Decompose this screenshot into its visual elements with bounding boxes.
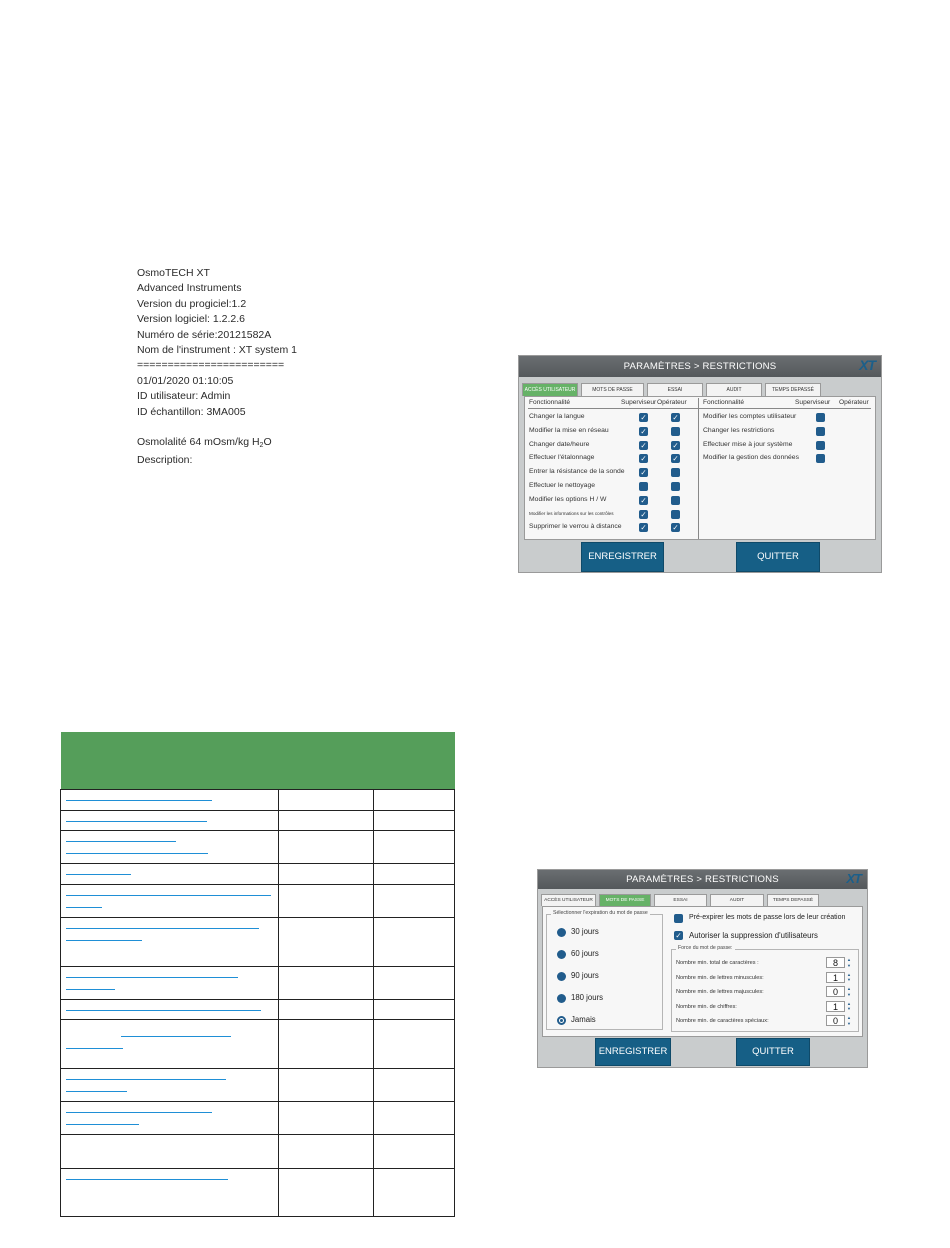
- strength-value-field[interactable]: 8: [826, 957, 845, 968]
- printout-line: ID échantillon: 3MA005: [137, 405, 246, 418]
- printout-line: 01/01/2020 01:10:05: [137, 374, 234, 387]
- supervisor-checkbox[interactable]: ✓: [640, 468, 647, 478]
- pre-expire-label: Pré-expirer les mots de passe lors de leur création: [689, 914, 846, 921]
- instrument-printout: [137, 266, 357, 469]
- tab-audit[interactable]: AUDIT: [706, 383, 762, 396]
- supervisor-checkbox[interactable]: ✓: [640, 426, 647, 436]
- table-row: [61, 1102, 455, 1135]
- table-cell: [279, 1169, 374, 1217]
- hyperlink[interactable]: [66, 846, 208, 854]
- feature-label: Changer date/heure: [529, 440, 590, 448]
- user-access-panel: [524, 396, 876, 540]
- feature-label: Modifier la mise en réseau: [529, 426, 609, 434]
- table-cell-link: [61, 864, 279, 885]
- supervisor-checkbox[interactable]: ✓: [640, 413, 647, 422]
- feature-label: Modifier les informations sur les contrôles: [529, 510, 614, 516]
- restrictions-user-access-screen: [518, 355, 882, 573]
- table-row: [61, 1169, 455, 1217]
- operator-checkbox[interactable]: ✓: [672, 440, 679, 450]
- printout-line: Version logiciel: 1.2.2.6: [137, 313, 245, 326]
- table-row: [61, 1069, 455, 1102]
- tab-audit[interactable]: AUDIT: [710, 894, 764, 906]
- expiry-radio-label: 60 jours: [571, 949, 599, 958]
- expiry-radio-label: 90 jours: [571, 971, 599, 980]
- operator-checkbox[interactable]: [671, 510, 680, 519]
- hyperlink[interactable]: [66, 900, 102, 908]
- supervisor-checkbox[interactable]: ✓: [640, 454, 647, 464]
- table-cell-link: [61, 1102, 279, 1135]
- operator-header-right: Opérateur: [839, 399, 869, 406]
- spinner-arrows-icon[interactable]: ▲ ▼: [847, 1015, 851, 1026]
- operator-checkbox[interactable]: ✓: [672, 413, 679, 422]
- table-cell-link: [61, 1020, 279, 1069]
- strength-label: Nombre min. total de caractères :: [676, 960, 759, 966]
- operator-checkbox[interactable]: [671, 468, 680, 477]
- hyperlink[interactable]: [66, 1072, 226, 1080]
- links-table: [60, 732, 455, 1217]
- supervisor-checkbox[interactable]: [816, 454, 825, 463]
- tab-acc-s-utilisateur[interactable]: ACCÈS UTILISATEUR: [522, 383, 578, 396]
- supervisor-checkbox[interactable]: ✓: [640, 440, 647, 450]
- table-row: [61, 1135, 455, 1169]
- printout-line: ID utilisateur: Admin: [137, 390, 231, 403]
- hyperlink[interactable]: [66, 1105, 212, 1113]
- tab-bar: [541, 894, 822, 906]
- expiry-radio-label: 180 jours: [571, 993, 604, 1002]
- strength-label: Nombre min. de chiffres:: [676, 1003, 737, 1010]
- tab-mots-de-passe[interactable]: MOTS DE PASSE: [581, 383, 644, 396]
- hyperlink[interactable]: [66, 867, 131, 875]
- expiry-radio[interactable]: [557, 950, 566, 959]
- restrictions-passwords-screen: [537, 869, 868, 1068]
- xt-logo: XT: [846, 871, 861, 886]
- table-body: [61, 790, 455, 1217]
- table-cell: [279, 918, 374, 967]
- printout-line: Advanced Instruments: [137, 282, 242, 295]
- tab-temps-depass-[interactable]: TEMPS DEPASSÉ: [767, 894, 819, 906]
- feature-header-right: Fonctionnalité: [703, 399, 745, 406]
- column-divider: [698, 398, 699, 539]
- table-cell: [279, 1102, 374, 1135]
- strength-label: Nombre min. de caractères spéciaux:: [676, 1018, 769, 1024]
- hyperlink[interactable]: [66, 1003, 261, 1011]
- hyperlink[interactable]: [66, 888, 271, 896]
- table-cell-link: [61, 790, 279, 811]
- strength-label: Nombre min. de lettres majuscules:: [676, 989, 764, 995]
- strength-label: Nombre min. de lettres minuscules:: [676, 974, 764, 981]
- allow-delete-checkbox[interactable]: ✓: [675, 931, 682, 940]
- table-cell-link: [61, 885, 279, 918]
- supervisor-header-left: Superviseur: [621, 399, 657, 406]
- hyperlink[interactable]: [66, 970, 238, 978]
- hyperlink[interactable]: [66, 834, 176, 842]
- xt-logo: XT: [859, 357, 875, 373]
- table-cell-link: [61, 831, 279, 864]
- quit-button[interactable]: QUITTER: [736, 1038, 810, 1066]
- table-cell: [279, 967, 374, 1000]
- table-row: [61, 885, 455, 918]
- feature-label: Effectuer mise à jour système: [703, 440, 793, 448]
- hyperlink[interactable]: [66, 921, 259, 929]
- hyperlink[interactable]: [66, 933, 142, 941]
- hyperlink[interactable]: [66, 982, 115, 990]
- table-cell: [374, 1169, 455, 1217]
- table-row: [61, 831, 455, 864]
- hyperlink[interactable]: [66, 1117, 139, 1125]
- table-cell: [374, 864, 455, 885]
- hyperlink[interactable]: [66, 1172, 228, 1180]
- osmolality-text: Osmolalité 64 mOsm/kg H: [137, 436, 260, 449]
- strength-value-field[interactable]: 0: [826, 1015, 845, 1026]
- operator-checkbox[interactable]: ✓: [672, 454, 679, 464]
- operator-checkbox[interactable]: [671, 496, 680, 505]
- hyperlink[interactable]: [66, 1084, 127, 1092]
- expiry-radio[interactable]: [557, 928, 566, 937]
- spinner-arrows-icon[interactable]: ▲ ▼: [847, 986, 851, 997]
- feature-header-left: Fonctionnalité: [529, 399, 571, 406]
- feature-label: Entrer la résistance de la sonde: [529, 468, 625, 476]
- table-cell: [374, 918, 455, 967]
- table-cell: [374, 1102, 455, 1135]
- expiry-radio-label: Jamais: [571, 1015, 596, 1024]
- header-divider: [528, 408, 871, 409]
- strength-value-field[interactable]: 1: [826, 1001, 845, 1012]
- table-cell: [279, 811, 374, 831]
- table-header-row: [61, 732, 455, 790]
- table-header: [61, 732, 455, 790]
- spinner-arrows-icon[interactable]: ▲ ▼: [847, 957, 851, 968]
- feature-label: Changer la langue: [529, 413, 585, 420]
- strength-value-field[interactable]: 0: [826, 986, 845, 997]
- hyperlink[interactable]: [66, 814, 207, 822]
- table-cell: [279, 864, 374, 885]
- tab-acc-s-utilisateur[interactable]: ACCÈS UTILISATEUR: [541, 894, 596, 906]
- table-cell: [374, 885, 455, 918]
- expiry-radio-label: 30 jours: [571, 927, 599, 936]
- hyperlink[interactable]: [66, 793, 212, 801]
- table-cell-link: [61, 918, 279, 967]
- table-cell-link: [61, 1169, 279, 1217]
- table-row: [61, 811, 455, 831]
- feature-label: Effectuer le nettoyage: [529, 482, 596, 489]
- table-cell: [279, 790, 374, 811]
- feature-label: Effectuer l'étalonnage: [529, 454, 595, 462]
- supervisor-checkbox[interactable]: [639, 482, 648, 491]
- quit-button[interactable]: QUITTER: [736, 542, 820, 572]
- operator-checkbox[interactable]: ✓: [672, 523, 679, 533]
- table-cell: [279, 885, 374, 918]
- feature-label: Modifier les options H / W: [529, 495, 607, 503]
- hyperlink[interactable]: [121, 1029, 231, 1037]
- osmolality-line: [137, 435, 357, 453]
- table-cell: [374, 1000, 455, 1020]
- expiry-radio[interactable]: [557, 972, 566, 981]
- passwords-panel: [542, 906, 863, 1037]
- hyperlink[interactable]: [66, 1041, 123, 1049]
- printout-lines: [137, 266, 357, 420]
- printout-line: ========================: [137, 359, 285, 372]
- operator-header-left: Opérateur: [657, 399, 687, 406]
- table-cell: [279, 1069, 374, 1102]
- operator-checkbox[interactable]: [671, 427, 680, 436]
- tab-temps-depass-[interactable]: TEMPS DEPASSÉ: [765, 383, 821, 396]
- save-button[interactable]: ENREGISTRER: [595, 1038, 671, 1066]
- expiry-legend: Sélectionner l'expiration du mot de passe: [553, 910, 648, 916]
- description-line: Description:: [137, 454, 193, 467]
- table-row: [61, 790, 455, 811]
- table-cell: [279, 1000, 374, 1020]
- supervisor-checkbox[interactable]: [816, 427, 825, 436]
- supervisor-checkbox[interactable]: ✓: [640, 523, 647, 533]
- table-cell-link: [61, 967, 279, 1000]
- table-row: [61, 918, 455, 967]
- save-button[interactable]: ENREGISTRER: [581, 542, 664, 572]
- supervisor-checkbox[interactable]: [816, 413, 825, 422]
- expiry-radio[interactable]: [557, 1016, 566, 1025]
- strength-value-field[interactable]: 1: [826, 972, 845, 983]
- table-cell: [374, 831, 455, 864]
- operator-checkbox[interactable]: [671, 482, 680, 491]
- supervisor-header-right: Superviseur: [795, 399, 831, 406]
- printout-line: Numéro de série:20121582A: [137, 328, 272, 341]
- allow-delete-label: Autoriser la suppression d'utilisateurs: [689, 931, 818, 940]
- table-row: [61, 1000, 455, 1020]
- table-cell: [374, 1020, 455, 1069]
- printout-gap: [137, 420, 357, 435]
- screen-title: PARAMÈTRES > RESTRICTIONS: [519, 356, 881, 377]
- feature-label: Supprimer le verrou à distance: [529, 523, 622, 531]
- printout-line: Nom de l'instrument : XT system 1: [137, 344, 297, 357]
- osmolality-subscript: 2: [259, 442, 264, 450]
- supervisor-checkbox[interactable]: ✓: [640, 495, 647, 505]
- table-cell-link: [61, 811, 279, 831]
- table-cell-link: [61, 1135, 279, 1169]
- table-cell: [374, 811, 455, 831]
- table-cell-link: [61, 1069, 279, 1102]
- tab-bar: [522, 383, 824, 396]
- feature-label: Modifier les comptes utilisateur: [703, 413, 797, 420]
- pre-expire-checkbox[interactable]: [674, 914, 683, 923]
- expiry-radio[interactable]: [557, 994, 566, 1003]
- tab-essai[interactable]: ESSAI: [647, 383, 703, 396]
- printout-line: Version du progiciel:1.2: [137, 297, 247, 310]
- tab-essai[interactable]: ESSAI: [654, 894, 707, 906]
- strength-legend: Force du mot de passe:: [678, 945, 733, 951]
- feature-label: Modifier la gestion des données: [703, 454, 799, 462]
- printout-line: OsmoTECH XT: [137, 267, 210, 279]
- spinner-arrows-icon[interactable]: ▲ ▼: [847, 971, 851, 982]
- screen-title: PARAMÈTRES > RESTRICTIONS: [538, 870, 867, 889]
- table-cell-link: [61, 1000, 279, 1020]
- tab-mots-de-passe[interactable]: MOTS DE PASSE: [599, 894, 651, 906]
- feature-label: Changer les restrictions: [703, 426, 775, 434]
- table-cell: [374, 967, 455, 1000]
- table-cell: [279, 831, 374, 864]
- table-row: [61, 1020, 455, 1069]
- supervisor-checkbox[interactable]: ✓: [640, 509, 647, 519]
- supervisor-checkbox[interactable]: [816, 441, 825, 450]
- table-cell: [374, 790, 455, 811]
- table-cell: [374, 1069, 455, 1102]
- table-row: [61, 967, 455, 1000]
- table-cell: [279, 1020, 374, 1069]
- table-cell: [279, 1135, 374, 1169]
- table-cell: [374, 1135, 455, 1169]
- spinner-arrows-icon[interactable]: ▲ ▼: [847, 1000, 851, 1011]
- table-row: [61, 864, 455, 885]
- osmolality-unit-suffix: O: [263, 436, 272, 449]
